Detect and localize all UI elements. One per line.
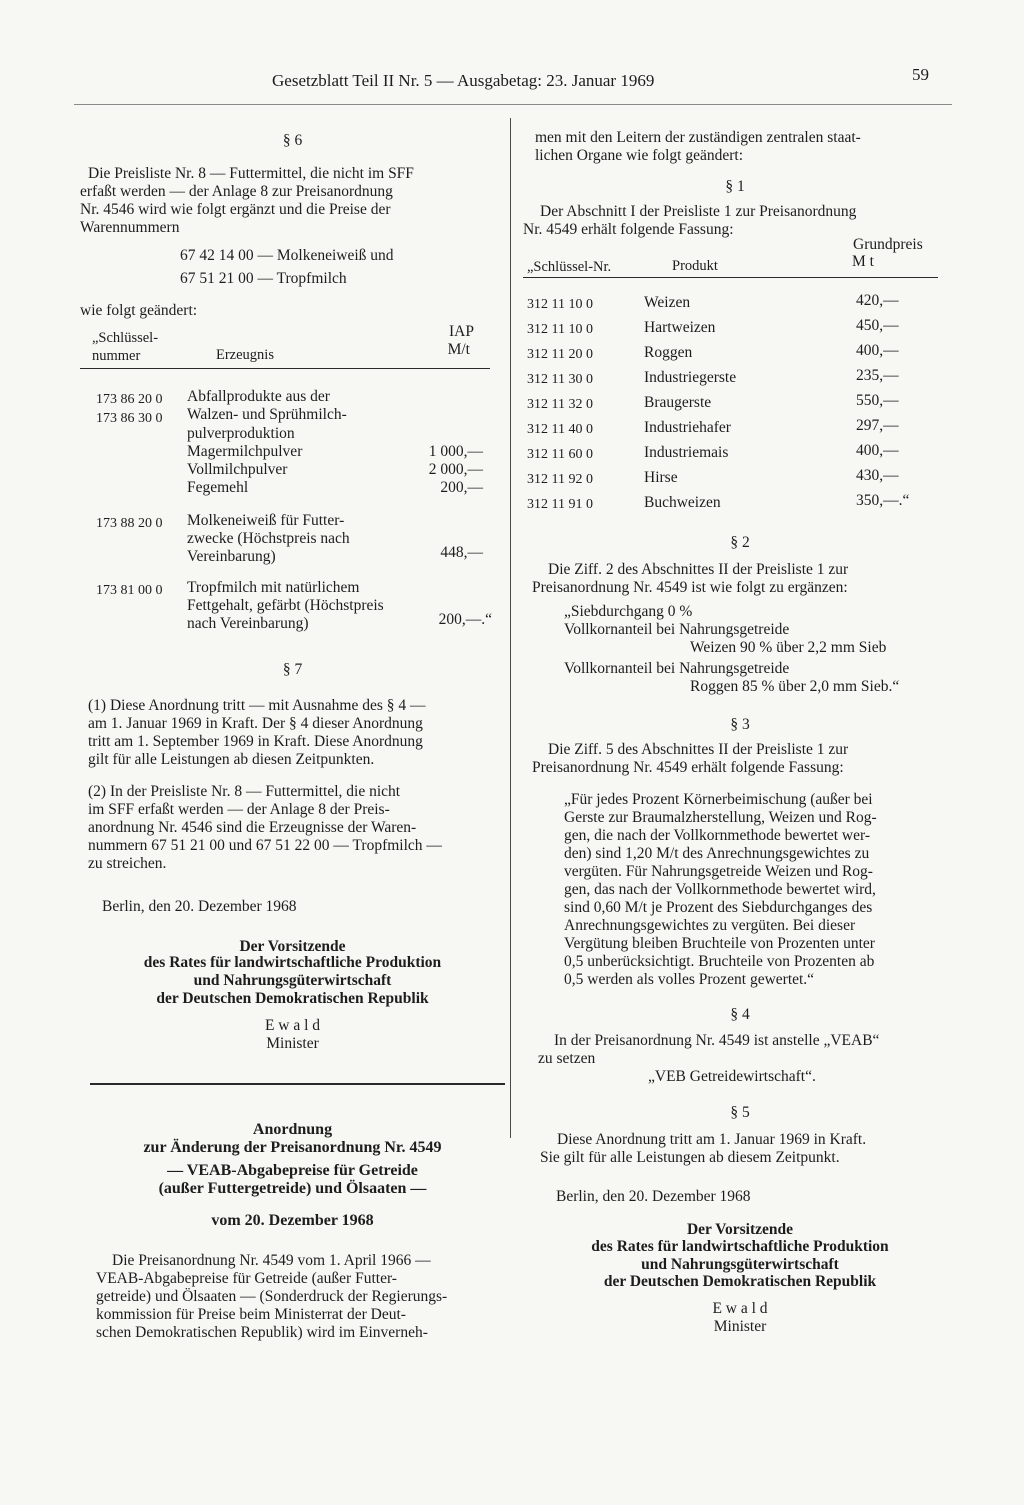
s1-line: Nr. 4549 erhält folgende Fassung: — [523, 221, 734, 238]
table-rule — [523, 277, 938, 278]
row-key: 312 11 30 0 — [527, 372, 593, 387]
s3-quote-line: gen, die nach der Vollkornmethode bewertet wer- — [564, 827, 870, 844]
s2-item: Vollkornanteil bei Nahrungsgetreide — [564, 660, 790, 677]
left-signer-name: E w a l d — [264, 1017, 321, 1034]
row-text: Abfallprodukte aus der — [187, 388, 330, 405]
row-text: nach Vereinbarung) — [187, 615, 309, 632]
table-header-price: M/t — [447, 341, 470, 358]
ware-item: 67 42 14 00 — Molkeneiweiß und — [180, 247, 394, 264]
row-price: 297,— — [856, 417, 899, 434]
anordnung-title: — VEAB-Abgabepreise für Getreide — [167, 1162, 418, 1179]
left-signature-line: und Nahrungsgüterwirtschaft — [193, 972, 392, 989]
row-product: Weizen — [644, 294, 691, 311]
intro-line: schen Demokratischen Republik) wird im Einverneh- — [96, 1324, 428, 1341]
table-header-key: „Schlüssel-Nr. — [527, 259, 612, 275]
row-text: zwecke (Höchstpreis nach — [187, 530, 350, 547]
left-signature-line: Der Vorsitzende — [239, 938, 346, 955]
s3-quote-line: Gerste zur Braumalzherstellung, Weizen und Rog- — [564, 809, 877, 826]
section-3-heading: § 3 — [730, 716, 750, 733]
table-header-key: „Schlüssel- — [92, 330, 159, 346]
row-price: 450,— — [856, 317, 899, 334]
row-price: 420,— — [856, 292, 899, 309]
s7-p1-line: am 1. Januar 1969 in Kraft. Der § 4 dieser Anordnung — [88, 715, 423, 732]
s6-line: Nr. 4546 wird wie folgt ergänzt und die Preise der — [80, 201, 391, 218]
section-4-heading: § 4 — [730, 1006, 750, 1023]
row-price: 235,— — [856, 367, 899, 384]
section-1-heading: § 1 — [725, 178, 745, 195]
s6-line: erfaßt werden — der Anlage 8 zur Preisanordnung — [80, 183, 393, 200]
right-signature-line: des Rates für landwirtschaftliche Produktion — [591, 1238, 889, 1255]
row-text: Vereinbarung) — [187, 548, 276, 565]
row-text: Tropfmilch mit natürlichem — [187, 579, 360, 596]
right-date: Berlin, den 20. Dezember 1968 — [556, 1188, 751, 1205]
row-price: 200,— — [440, 479, 483, 496]
right-signer-name: E w a l d — [712, 1300, 768, 1317]
s4-line: zu setzen — [538, 1050, 596, 1067]
row-text: Walzen- und Sprühmilch- — [187, 406, 347, 423]
section-6-heading: § 6 — [282, 132, 303, 149]
s6-line: Die Preisliste Nr. 8 — Futtermittel, die nicht im SFF — [88, 165, 414, 182]
s3-line: Preisanordnung Nr. 4549 erhält folgende Fassung: — [532, 759, 844, 776]
s2-item: Roggen 85 % über 2,0 mm Sieb.“ — [690, 678, 900, 695]
s7-p2-line: nummern 67 51 21 00 und 67 51 22 00 — Tropfmilch — — [88, 837, 442, 854]
s6-line: Warennummern — [80, 219, 180, 236]
s7-p2-line: im SFF erfaßt werden — der Anlage 8 der Preis- — [88, 801, 390, 818]
row-key: 312 11 10 0 — [527, 297, 593, 312]
row-key: 312 11 92 0 — [527, 472, 593, 487]
s2-item: „Siebdurchgang 0 % — [564, 603, 693, 620]
row-price: 350,—.“ — [856, 492, 910, 509]
left-signature-line: des Rates für landwirtschaftliche Produktion — [143, 954, 442, 971]
row-text: Fegemehl — [187, 479, 249, 496]
s3-quote-line: 0,5 werden als volles Prozent gewertet.“ — [564, 971, 815, 988]
row-key: 173 86 30 0 — [96, 411, 163, 426]
s7-p1-line: gilt für alle Leistungen ab diesen Zeitpunkten. — [88, 751, 375, 768]
header-rule — [74, 104, 952, 105]
row-key: 173 81 00 0 — [96, 583, 163, 598]
row-key: 173 88 20 0 — [96, 516, 163, 531]
s7-p2-line: zu streichen. — [88, 855, 167, 872]
s3-quote-line: Vergütung bleiben Bruchteile von Prozenten unter — [564, 935, 875, 952]
s1-line: Der Abschnitt I der Preisliste 1 zur Preisanordnung — [540, 203, 857, 220]
left-signature-line: der Deutschen Demokratischen Republik — [156, 990, 429, 1007]
row-text: Molkeneiweiß für Futter- — [187, 512, 345, 529]
row-key: 312 11 32 0 — [527, 397, 593, 412]
row-key: 312 11 20 0 — [527, 347, 593, 362]
s3-quote-line: „Für jedes Prozent Körnerbeimischung (außer bei — [564, 791, 873, 808]
row-price: 400,— — [856, 342, 899, 359]
table-header-price: IAP — [449, 323, 474, 340]
table-header-price: M t — [852, 253, 874, 270]
row-price: 200,—.“ — [438, 611, 492, 628]
row-product: Industriehafer — [644, 419, 731, 436]
row-price: 2 000,— — [428, 461, 483, 478]
s7-p2-line: (2) In der Preisliste Nr. 8 — Futtermittel, die nicht — [88, 783, 401, 800]
row-price: 400,— — [856, 442, 899, 459]
row-product: Braugerste — [644, 394, 712, 411]
s3-quote-line: 0,5 unberücksichtigt. Bruchteile von Prozenten ab — [564, 953, 875, 970]
changed-label: wie folgt geändert: — [80, 302, 198, 319]
row-key: 312 11 91 0 — [527, 497, 593, 512]
s7-p1-line: (1) Diese Anordnung tritt — mit Ausnahme des § 4 — — [88, 697, 426, 714]
row-price: 1 000,— — [428, 443, 483, 460]
row-product: Buchweizen — [644, 494, 721, 511]
ware-item: 67 51 21 00 — Tropfmilch — [180, 270, 347, 287]
section-2-heading: § 2 — [730, 534, 750, 551]
s5-line: Sie gilt für alle Leistungen ab diesem Zeitpunkt. — [540, 1149, 840, 1166]
anordnung-date: vom 20. Dezember 1968 — [211, 1212, 374, 1229]
s2-item: Vollkornanteil bei Nahrungsgetreide — [564, 621, 790, 638]
intro-line: Die Preisanordnung Nr. 4549 vom 1. April 1966 — — [112, 1252, 431, 1269]
left-date: Berlin, den 20. Dezember 1968 — [102, 898, 297, 915]
block-separator — [90, 1083, 505, 1085]
row-text: Fettgehalt, gefärbt (Höchstpreis — [187, 597, 384, 614]
table-header-key: nummer — [92, 348, 141, 364]
s7-p1-line: tritt am 1. September 1969 in Kraft. Diese Anordnung — [88, 733, 423, 750]
table-rule — [80, 368, 490, 369]
intro-cont-line: men mit den Leitern der zuständigen zentralen staat- — [535, 129, 861, 146]
anordnung-title: Anordnung — [252, 1121, 333, 1138]
row-product: Industriegerste — [644, 369, 737, 386]
s3-quote-line: sind 0,60 M/t je Prozent des Siebdurchganges des — [564, 899, 873, 916]
intro-cont-line: lichen Organe wie folgt geändert: — [535, 147, 744, 164]
right-signature-line: und Nahrungsgüterwirtschaft — [641, 1256, 839, 1273]
page-number: 59 — [912, 65, 929, 84]
row-key: 312 11 60 0 — [527, 447, 593, 462]
right-signature-line: Der Vorsitzende — [686, 1221, 794, 1238]
s3-quote-line: Anrechnungsgewichtes zu vergüten. Bei dieser — [564, 917, 856, 934]
row-product: Hartweizen — [644, 319, 716, 336]
row-text: pulverproduktion — [187, 425, 295, 442]
left-signer-role: Minister — [266, 1035, 319, 1052]
s7-p2-line: anordnung Nr. 4546 sind die Erzeugnisse der Waren- — [88, 819, 417, 836]
row-key: 312 11 10 0 — [527, 322, 593, 337]
row-product: Industriemais — [644, 444, 729, 461]
s4-line: In der Preisanordnung Nr. 4549 ist anstelle „VEAB“ — [554, 1032, 880, 1049]
table-header-product: Erzeugnis — [216, 347, 274, 363]
s2-line: Die Ziff. 2 des Abschnittes II der Preisliste 1 zur — [548, 561, 849, 578]
intro-line: VEAB-Abgabepreise für Getreide (außer Futter- — [96, 1270, 397, 1287]
right-signer-role: Minister — [713, 1318, 767, 1335]
intro-line: kommission für Preise beim Ministerrat der Deut- — [96, 1306, 406, 1323]
right-signature-line: der Deutschen Demokratischen Republik — [603, 1273, 877, 1290]
s3-line: Die Ziff. 5 des Abschnittes II der Preisliste 1 zur — [548, 741, 849, 758]
s3-quote-line: den) sind 1,20 M/t des Anrechnungsgewichtes zu — [564, 845, 870, 862]
column-divider — [510, 118, 511, 1138]
table-header-product: Produkt — [672, 258, 718, 274]
s2-item: Weizen 90 % über 2,2 mm Sieb — [690, 639, 887, 656]
section-7-heading: § 7 — [282, 661, 303, 678]
anordnung-title: (außer Futtergetreide) und Ölsaaten — — [158, 1180, 427, 1197]
section-5-heading: § 5 — [730, 1104, 750, 1121]
row-price: 550,— — [856, 392, 899, 409]
row-key: 173 86 20 0 — [96, 392, 163, 407]
s3-quote-line: vergüten. Für Nahrungsgetreide Weizen und Rog- — [564, 863, 873, 880]
s5-line: Diese Anordnung tritt am 1. Januar 1969 in Kraft. — [557, 1131, 867, 1148]
anordnung-title: zur Änderung der Preisanordnung Nr. 4549 — [143, 1139, 442, 1156]
intro-line: getreide) und Ölsaaten — (Sonderdruck der Regierungs- — [96, 1288, 448, 1305]
s4-line: „VEB Getreidewirtschaft“. — [648, 1068, 816, 1085]
s3-quote-line: gen, das nach der Vollkornmethode bewertet wird, — [564, 881, 876, 898]
row-key: 312 11 40 0 — [527, 422, 593, 437]
s2-line: Preisanordnung Nr. 4549 ist wie folgt zu ergänzen: — [532, 579, 848, 596]
row-price: 448,— — [440, 544, 483, 561]
row-product: Hirse — [644, 469, 678, 486]
row-price: 430,— — [856, 467, 899, 484]
row-text: Magermilchpulver — [187, 443, 303, 460]
page-header-title: Gesetzblatt Teil II Nr. 5 — Ausgabetag: 23. Januar 1969 — [272, 71, 655, 90]
row-text: Vollmilchpulver — [187, 461, 288, 478]
table-header-price: Grundpreis — [853, 236, 923, 253]
row-product: Roggen — [644, 344, 693, 361]
